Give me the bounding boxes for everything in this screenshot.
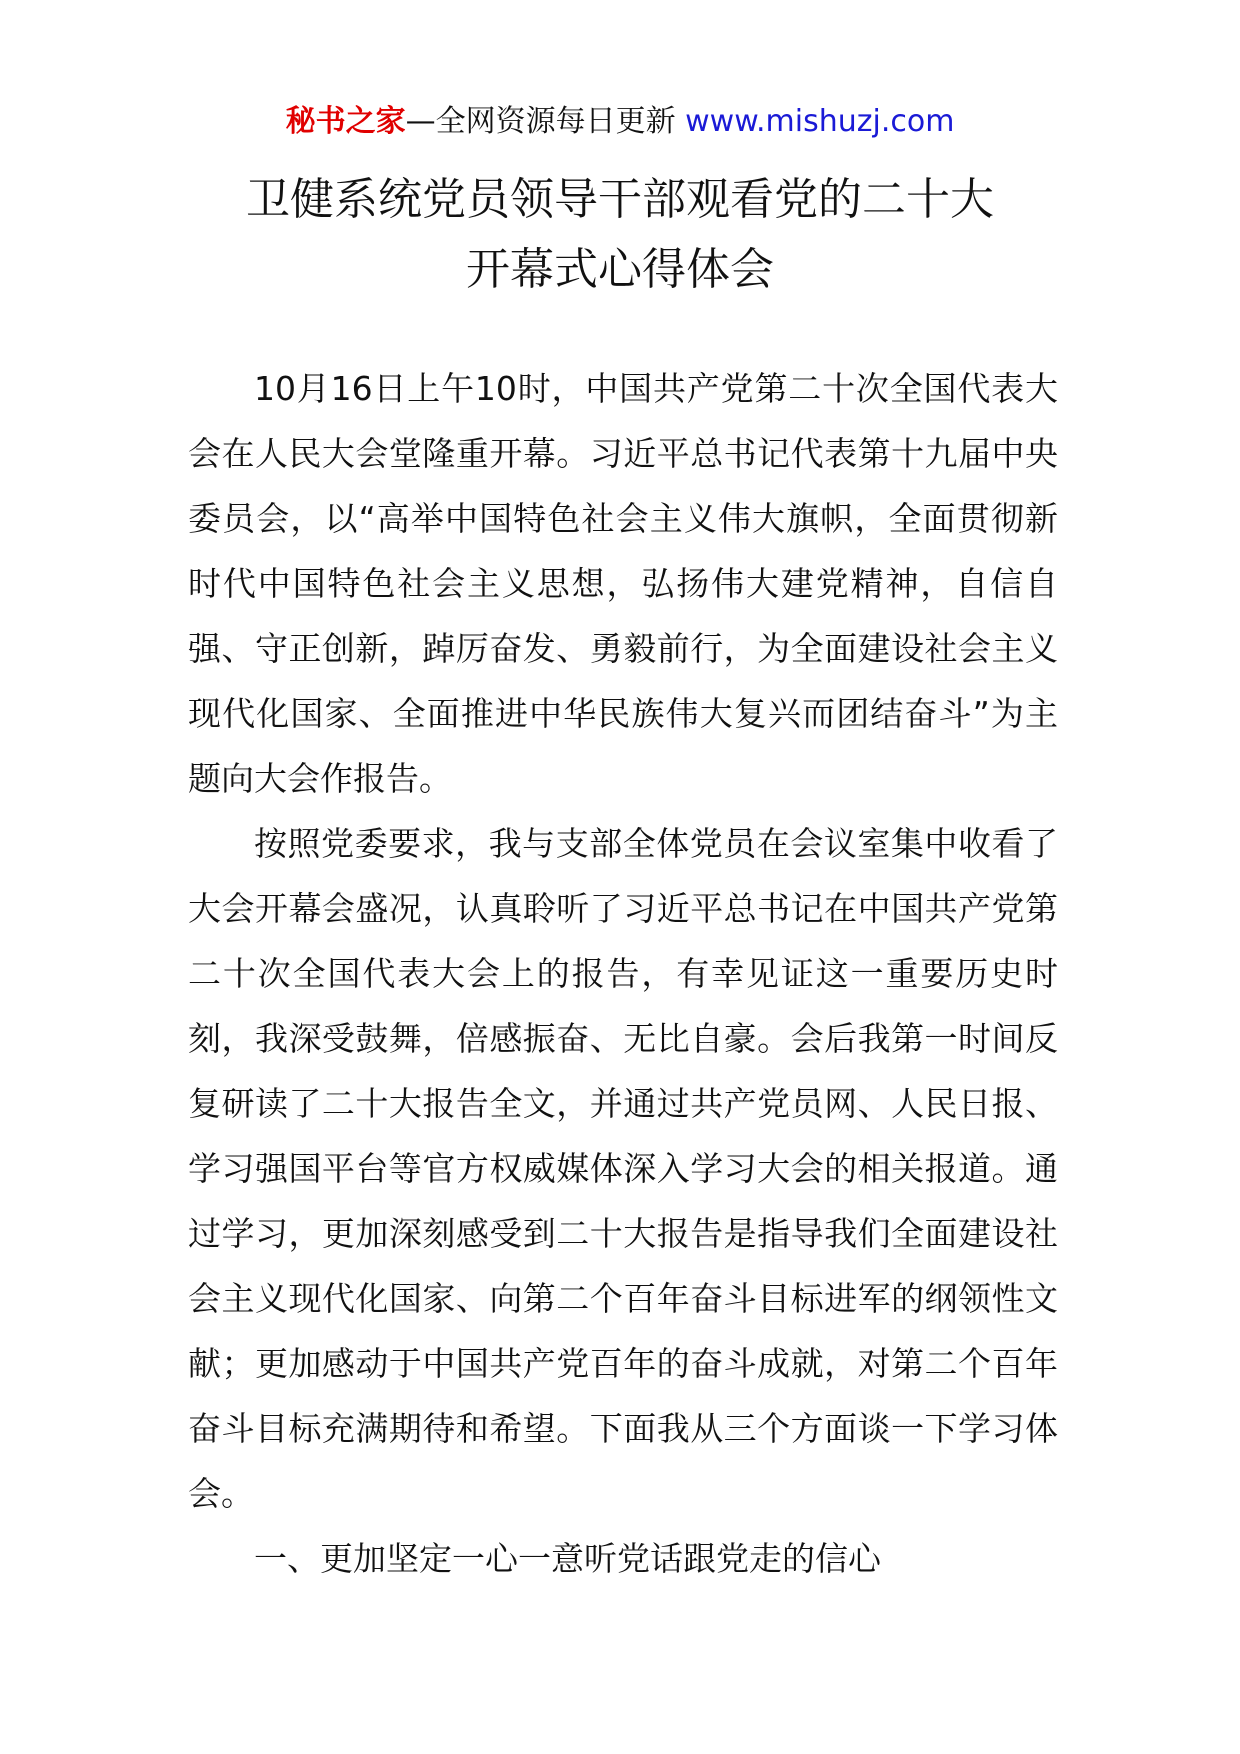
document-body xyxy=(188,356,1058,1591)
watermark-header xyxy=(0,100,1240,144)
paragraph-2: 按照党委要求，我与支部全体党员在会议室集中收看了大会开幕会盛况，认真聆听了习近平总书记在中国共产党第二十次全国代表大会上的报告，有幸见证这一重要历史时刻，我深受鼓舞，倍感振奋、无比自豪。会后我第一时间反复研读了二十大报告全文，并通过共产党员网、人民日报、学习强国平台等官方权威媒体深入学习大会的相关报道。通过学习，更加深刻感受到二十大报告是指导我们全面建设社会主义现代化国家、向第二个百年奋斗目标进军的纲领性文献；更加感动于中国共产党百年的奋斗成就，对第二个百年奋斗目标充满期待和希望。下面我从三个方面谈一下学习体会。 xyxy=(188,824,1058,1513)
title-line-2: 开幕式心得体会 xyxy=(466,244,774,295)
paragraph-1: 10月16日上午10时，中国共产党第二十次全国代表大会在人民大会堂隆重开幕。习近平总书记代表第十九届中央委员会，以“高举中国特色社会主义伟大旗帜，全面贯彻新时代中国特色社会主义思想，弘扬伟大建党精神，自信自强、守正创新，踔厉奋发、勇毅前行，为全面建设社会主义现代化国家、全面推进中华民族伟大复兴而团结奋斗”为主题向大会作报告。 xyxy=(188,369,1058,798)
header-tagline: —全网资源每日更新 xyxy=(405,104,686,139)
header-brand: 秘书之家 xyxy=(285,104,406,139)
header-url[interactable]: www.mishuzj.com xyxy=(685,104,955,139)
document-title xyxy=(0,165,1240,305)
section-heading-1: 一、更加坚定一心一意听党话跟党走的信心 xyxy=(254,1539,881,1578)
title-line-1: 卫健系统党员领导干部观看党的二十大 xyxy=(246,174,994,225)
